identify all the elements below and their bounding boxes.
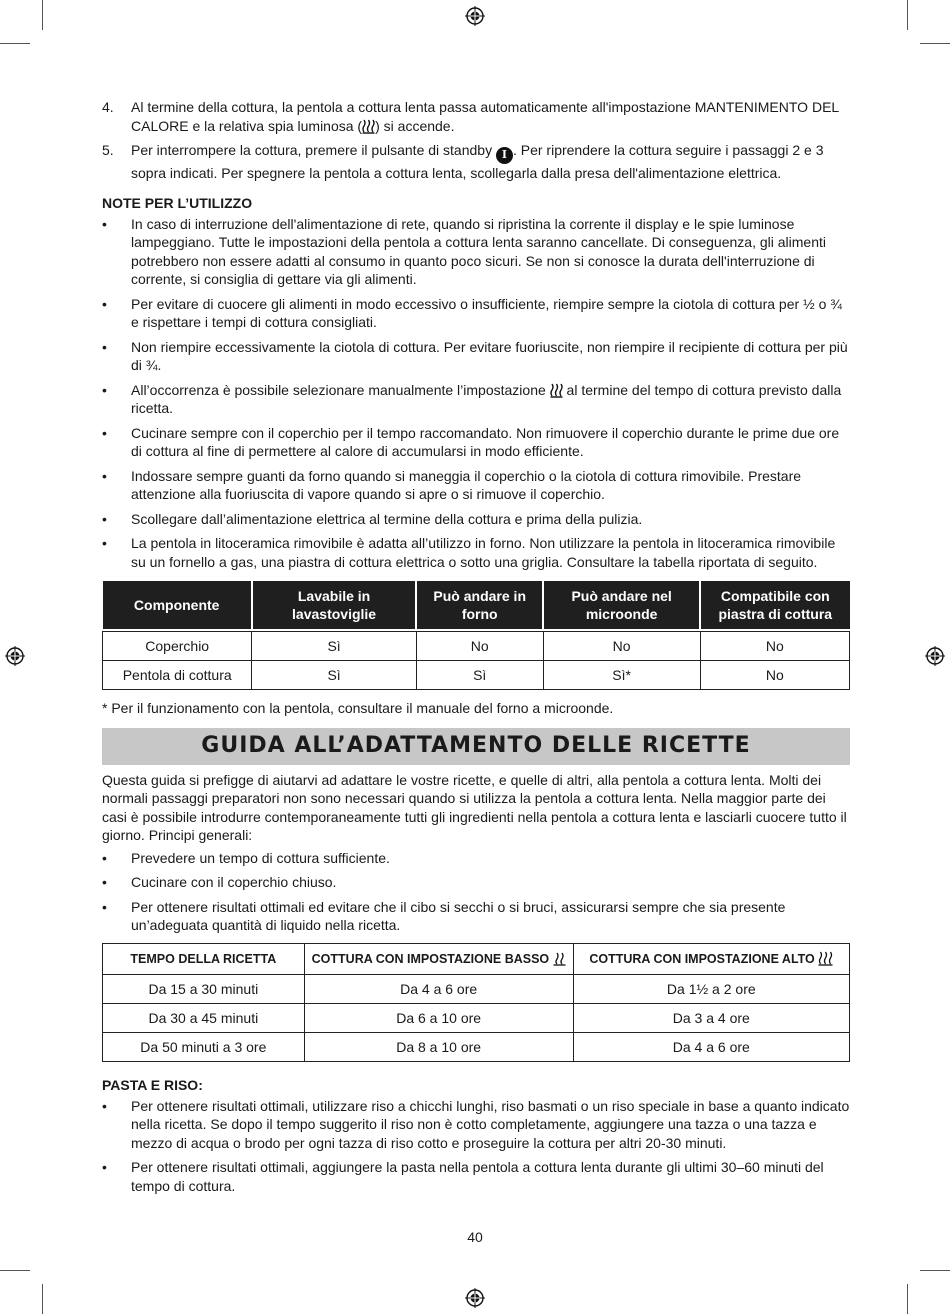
step-number: 5. (102, 142, 114, 158)
table-cell: Da 4 a 6 ore (573, 1033, 849, 1062)
header-label: COTTURA CON IMPOSTAZIONE ALTO (589, 951, 815, 966)
table-cell: Da 3 a 4 ore (573, 1004, 849, 1033)
list-item-text: al termine del tempo di cottura previsto dalla ricetta. (131, 381, 842, 417)
registration-mark-icon (465, 1288, 485, 1308)
table-header-cell (573, 943, 849, 975)
table-cell: Da 30 a 45 minuti (103, 1004, 305, 1033)
table-header-cell: Può andare in forno (416, 581, 543, 629)
list-item-text: Prevedere un tempo di cottura sufficiente. (131, 849, 390, 866)
compatibility-table (102, 581, 850, 690)
table-cell: Da 6 a 10 ore (304, 1004, 573, 1033)
table-cell: Sì* (543, 661, 700, 690)
bullet: • (102, 1159, 107, 1176)
bullet: • (102, 424, 107, 441)
list-item-text: Cucinare con il coperchio chiuso. (131, 874, 337, 891)
step-text: ) si accende. (375, 117, 455, 134)
bullet: • (102, 874, 107, 891)
registration-mark-icon (5, 646, 25, 666)
table-header-cell: Compatibile con piastra di cottura (700, 581, 849, 629)
table-cell: Sì (252, 661, 416, 690)
table-cell: Sì (416, 661, 543, 690)
table-cell: Da 1½ a 2 ore (573, 975, 849, 1004)
list-item (102, 338, 850, 375)
list-item-text: Per ottenere risultati ottimali, utilizzare riso a chicchi lunghi, riso basmati o un riso speciale in base a quanto indicato nella ricetta. Se dopo il tempo suggerito il riso non è cotto completamente, aggiungere una tazza o una tazza e mezzo di acqua o brodo per ogni tazza di riso cotto e proseguire la cottura per altri 20-30 minuti. (131, 1097, 850, 1151)
bullet: • (102, 381, 107, 398)
header-label: COTTURA CON IMPOSTAZIONE BASSO (311, 951, 550, 966)
list-item (102, 215, 850, 289)
crop-mark (42, 0, 43, 30)
crop-mark (0, 43, 30, 44)
list-item-text: La pentola in litoceramica rimovibile è adatta all’utilizzo in forno. Non utilizzare la pentola in litoceramica rimovibile su un fornello a gas, una piastra di cottura elettrica o sotto una griglia. Consultare la tabella riportata di seguito. (131, 535, 836, 570)
notes-heading: NOTE PER L’UTILIZZO (102, 195, 253, 212)
step-text: Per interrompere la cottura, premere il pulsante di standby (131, 142, 496, 158)
list-item-text: In caso di interruzione dell'alimentazione di rete, quando si ripristina la corrente il display e le spie luminose lampeggiano. Tutte le impostazioni della pentola a cottura lenta saranno cancellate. Di conseguenza, gli alimenti potrebbero non essere adatti al consumo in quanto poco sicuri. Se non si conosce la durata dell'interruzione di corrente, si consiglia di gettare via gli alimenti. (131, 215, 826, 288)
table-cell: No (416, 632, 543, 661)
step-text: Al termine della cottura, la pentola a cottura lenta passa automaticamente all'impostazione MANTENIMENTO DEL CALORE e la relativa spia luminosa ( (131, 99, 839, 134)
table-header-cell: Lavabile in lavastoviglie (252, 581, 416, 629)
table-cell: No (543, 632, 700, 661)
table-header-cell: TEMPO DELLA RICETTA (103, 943, 305, 975)
table-row (103, 1004, 850, 1033)
list-item (102, 1097, 850, 1153)
table-cell: Da 8 a 10 ore (304, 1033, 573, 1062)
crop-mark (0, 1270, 30, 1271)
crop-mark (920, 1270, 950, 1271)
table-header-cell: Può andare nel microonde (543, 581, 700, 629)
table-row (103, 975, 850, 1004)
list-item (102, 873, 850, 892)
registration-mark-icon (925, 646, 945, 666)
bullet: • (102, 898, 107, 915)
page-content (102, 98, 850, 1201)
list-item (102, 467, 850, 504)
list-item-text: All’occorrenza è possibile selezionare manualmente l’impostazione (131, 381, 550, 398)
crop-mark (920, 43, 950, 44)
footnote: * Per il funzionamento con la pentola, consultare il manuale del forno a microonde. (102, 700, 614, 717)
bullet: • (102, 510, 107, 527)
pasta-heading: PASTA E RISO: (102, 1077, 203, 1094)
table-cell: Coperchio (103, 632, 252, 661)
low-heat-icon (553, 952, 566, 966)
list-item (102, 424, 850, 461)
table-header-cell: Componente (103, 581, 252, 629)
bullet: • (102, 1097, 107, 1114)
list-item-text: Indossare sempre guanti da forno quando si maneggia il coperchio o la ciotola di cottura rimovibile. Prestare attenzione alla fuoriuscita di vapore quando si apre o si rimuove il coperchio. (131, 467, 802, 503)
table-header-row (103, 943, 850, 975)
step-item (102, 98, 850, 135)
step-item (102, 141, 850, 182)
standby-icon: I (496, 147, 513, 164)
list-item-text: Cucinare sempre con il coperchio per il tempo raccomandato. Non rimuovere il coperchio durante le prime due ore di cottura al fine di permettere al calore di accumularsi in modo efficiente. (131, 424, 840, 460)
crop-mark (42, 1284, 43, 1314)
list-item-text: Per evitare di cuocere gli alimenti in modo eccessivo o insufficiente, riempire sempre la ciotola di cottura per ½ o ¾ e rispettare i tempi di cottura consigliati. (131, 295, 842, 331)
table-cell: Pentola di cottura (103, 661, 252, 690)
bullet: • (102, 849, 107, 866)
table-row (103, 632, 850, 661)
list-item (102, 898, 850, 935)
list-item (102, 1158, 850, 1195)
table-cell: Da 4 a 6 ore (304, 975, 573, 1004)
high-heat-icon (818, 951, 833, 966)
bullet: • (102, 535, 107, 552)
bullet: • (102, 295, 107, 312)
list-item (102, 534, 850, 571)
page-number: 40 (467, 1229, 483, 1245)
bullet: • (102, 467, 107, 484)
list-item (102, 510, 850, 529)
list-item-text: Per ottenere risultati ottimali ed evitare che il cibo si secchi o si bruci, assicurarsi sempre che sia presente un’adeguata quantità di liquido nella ricetta. (131, 898, 786, 934)
table-cell: No (700, 632, 849, 661)
keep-warm-icon (550, 383, 563, 398)
table-cell: Sì (252, 632, 416, 661)
section-intro: Questa guida si prefigge di aiutarvi ad adattare le vostre ricette, e quelle di altri, alla pentola a cottura lenta. Molti dei normali passaggi preparatori non sono necessari quando si utilizza la pentola a cottura lenta. Nella maggior parte dei casi è possibile introdurre contemporaneamente tutti gli ingredienti nella pentola a cottura lenta e lasciarli cuocere tutto il giorno. Principi generali: (102, 771, 847, 844)
list-item (102, 295, 850, 332)
table-row (103, 661, 850, 690)
section-title: GUIDA ALL’ADATTAMENTO DELLE RICETTE (102, 728, 850, 765)
crop-mark (907, 1284, 908, 1314)
keep-warm-icon (362, 119, 375, 134)
list-item-text: Non riempire eccessivamente la ciotola di cottura. Per evitare fuoriuscite, non riempire il recipiente di cottura per più di ¾. (131, 338, 848, 374)
table-cell: No (700, 661, 849, 690)
registration-mark-icon (465, 6, 485, 26)
table-header-cell (304, 943, 573, 975)
step-number: 4. (102, 99, 114, 115)
crop-mark (907, 0, 908, 30)
table-cell: Da 50 minuti a 3 ore (103, 1033, 305, 1062)
bullet: • (102, 338, 107, 355)
list-item (102, 381, 850, 418)
list-item-text: Per ottenere risultati ottimali, aggiungere la pasta nella pentola a cottura lenta durante gli ultimi 30–60 minuti del tempo di cottura. (131, 1159, 824, 1194)
list-item-text: Scollegare dall’alimentazione elettrica al termine della cottura e prima della pulizia. (131, 510, 643, 527)
table-row (103, 1033, 850, 1062)
list-item (102, 849, 850, 868)
table-header-row (103, 581, 850, 629)
recipe-time-table (102, 943, 850, 1063)
step-text: . Per riprendere la cottura seguire i passaggi 2 e 3 sopra indicati. Per spegnere la pentola a cottura lenta, scollegarla dalla presa dell'alimentazione elettrica. (131, 142, 824, 181)
table-cell: Da 15 a 30 minuti (103, 975, 305, 1004)
bullet: • (102, 215, 107, 232)
